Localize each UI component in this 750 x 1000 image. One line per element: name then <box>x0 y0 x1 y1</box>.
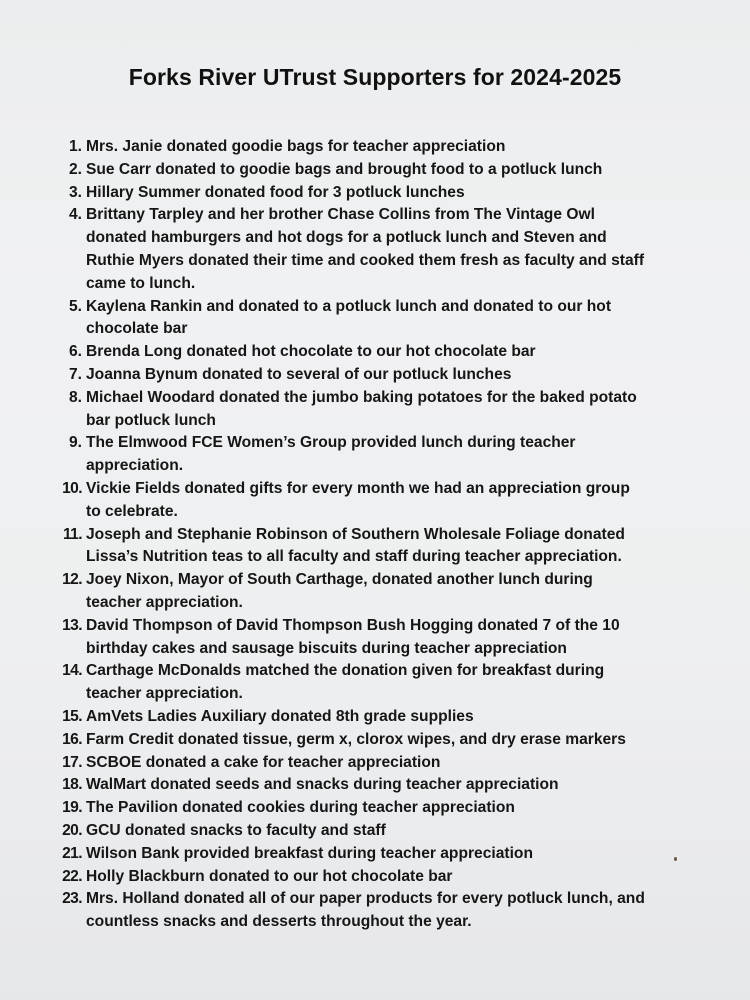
item-text-line: Brittany Tarpley and her brother Chase Collins from The Vintage Owl <box>86 206 595 224</box>
list-item <box>52 204 720 295</box>
item-number: 8. <box>68 388 82 406</box>
list-item <box>52 820 720 843</box>
item-text <box>82 341 720 364</box>
item-text <box>82 888 720 934</box>
item-text-line: teacher appreciation. <box>86 593 243 611</box>
item-number: 15. <box>62 707 82 725</box>
paper-speck <box>674 857 677 861</box>
item-text <box>82 159 720 182</box>
item-number: 18. <box>62 776 82 794</box>
item-text-line: David Thompson of David Thompson Bush Hogging donated 7 of the 10 <box>86 616 620 634</box>
item-text-line: bar potluck lunch <box>86 411 216 429</box>
item-text-line: GCU donated snacks to faculty and staff <box>86 821 386 839</box>
item-text-line: to celebrate. <box>86 502 178 520</box>
list-item <box>52 888 720 934</box>
item-number: 20. <box>62 821 82 839</box>
list-item <box>52 866 720 889</box>
item-number: 5. <box>68 297 82 315</box>
item-number: 7. <box>68 365 82 383</box>
list-item <box>52 432 720 478</box>
item-text-line: Hillary Summer donated food for 3 potluck lunches <box>86 183 465 201</box>
item-text-line: The Pavilion donated cookies during teacher appreciation <box>86 799 515 817</box>
item-number: 14. <box>62 662 82 680</box>
item-text-line: appreciation. <box>86 457 184 475</box>
item-text <box>82 820 720 843</box>
item-text <box>82 843 720 866</box>
item-text <box>82 752 720 775</box>
item-number: 13. <box>62 616 82 634</box>
item-text-line: Wilson Bank provided breakfast during teacher appreciation <box>86 844 533 862</box>
list-item <box>52 615 720 661</box>
list-item <box>52 364 720 387</box>
item-text <box>82 660 720 706</box>
list-item <box>52 774 720 797</box>
item-number: 2. <box>68 160 82 178</box>
list-item <box>52 387 720 433</box>
item-text <box>82 182 720 205</box>
list-item <box>52 524 720 570</box>
item-text-line: Kaylena Rankin and donated to a potluck lunch and donated to our hot <box>86 297 612 315</box>
item-text <box>82 774 720 797</box>
list-item <box>52 136 720 159</box>
item-text <box>82 569 720 615</box>
document-title: Forks River UTrust Supporters for 2024-2025 <box>128 64 622 90</box>
list-item <box>52 296 720 342</box>
item-number: 17. <box>62 753 82 771</box>
item-text <box>82 364 720 387</box>
item-text-line: donated hamburgers and hot dogs for a potluck lunch and Steven and <box>86 229 607 247</box>
item-number: 21. <box>62 844 82 862</box>
item-text-line: The Elmwood FCE Women’s Group provided lunch during teacher <box>86 434 576 452</box>
item-number: 1. <box>68 138 82 155</box>
item-number: 12. <box>62 571 82 589</box>
item-number: 22. <box>62 867 82 885</box>
item-text-line: Holly Blackburn donated to our hot chocolate bar <box>86 867 453 885</box>
item-text-line: Joey Nixon, Mayor of South Carthage, donated another lunch during <box>86 571 593 589</box>
item-text <box>82 432 720 478</box>
item-text <box>82 296 720 342</box>
item-text-line: Michael Woodard donated the jumbo baking potatoes for the baked potato <box>86 388 637 406</box>
item-number: 4. <box>68 206 82 224</box>
item-text-line: Joseph and Stephanie Robinson of Southern Wholesale Foliage donated <box>86 525 625 543</box>
list-item <box>52 182 720 205</box>
item-text <box>82 524 720 570</box>
item-text-line: SCBOE donated a cake for teacher appreciation <box>86 753 441 771</box>
item-text-line: Sue Carr donated to goodie bags and brought food to a potluck lunch <box>86 160 603 178</box>
list-item <box>52 341 720 364</box>
item-number: 3. <box>68 183 82 201</box>
item-text-line: Carthage McDonalds matched the donation given for breakfast during <box>86 662 605 680</box>
item-text <box>82 706 720 729</box>
list-item <box>52 797 720 820</box>
item-number: 23. <box>62 890 82 908</box>
item-number: 16. <box>62 730 82 748</box>
item-text <box>82 387 720 433</box>
item-text <box>82 204 720 295</box>
item-number: 11. <box>62 525 82 543</box>
list-item <box>52 660 720 706</box>
item-text <box>82 866 720 889</box>
list-item <box>52 843 720 866</box>
item-text-line: teacher appreciation. <box>86 685 243 703</box>
item-text-line: Ruthie Myers donated their time and cooked them fresh as faculty and staff <box>86 251 645 269</box>
list-item <box>52 159 720 182</box>
item-text-line: came to lunch. <box>86 274 196 292</box>
item-text-line: birthday cakes and sausage biscuits during teacher appreciation <box>86 639 567 657</box>
item-text-line: Joanna Bynum donated to several of our potluck lunches <box>86 365 512 383</box>
item-text-line: Vickie Fields donated gifts for every month we had an appreciation group <box>86 479 630 497</box>
item-text <box>82 797 720 820</box>
item-number: 10. <box>62 479 82 497</box>
item-text-line: AmVets Ladies Auxiliary donated 8th grade supplies <box>86 707 474 725</box>
item-text-line: countless snacks and desserts throughout the year. <box>86 913 472 931</box>
item-text-line: Brenda Long donated hot chocolate to our hot chocolate bar <box>86 343 536 361</box>
item-text <box>82 136 720 159</box>
item-text <box>82 478 720 524</box>
item-text-line: Mrs. Holland donated all of our paper products for every potluck lunch, and <box>86 890 645 908</box>
item-number: 9. <box>68 434 82 452</box>
list-item <box>52 752 720 775</box>
item-text-line: Mrs. Janie donated goodie bags for teacher appreciation <box>86 138 506 155</box>
list-item <box>52 478 720 524</box>
item-number: 19. <box>62 799 82 817</box>
list-item <box>52 729 720 752</box>
item-text <box>82 729 720 752</box>
item-text-line: WalMart donated seeds and snacks during teacher appreciation <box>86 776 559 794</box>
item-text <box>82 615 720 661</box>
item-text-line: Lissa’s Nutrition teas to all faculty and staff during teacher appreciation. <box>86 548 622 566</box>
item-number: 6. <box>68 343 82 361</box>
supporters-list <box>52 136 720 934</box>
list-item <box>52 569 720 615</box>
item-text-line: Farm Credit donated tissue, germ x, clorox wipes, and dry erase markers <box>86 730 626 748</box>
item-text-line: chocolate bar <box>86 320 188 338</box>
list-item <box>52 706 720 729</box>
